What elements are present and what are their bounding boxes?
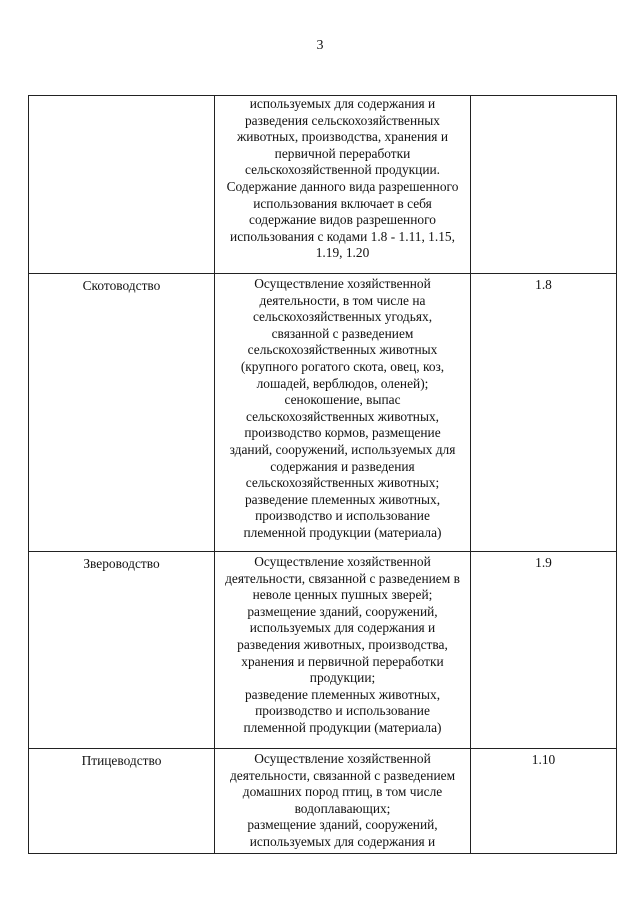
description-line: Осуществление хозяйственной [254, 276, 431, 291]
use-type-name-cell [29, 96, 215, 274]
description-line: Содержание данного вида разрешенного [226, 178, 459, 194]
table-row [29, 552, 617, 749]
description-line: производство и использование [255, 508, 430, 524]
description-line: сельскохозяйственной продукции. [244, 162, 441, 178]
description-line: использования с кодами 1.8 - 1.11, 1.15, [230, 228, 455, 244]
table-body [29, 96, 617, 854]
use-type-name-cell: Птицеводство [29, 749, 215, 854]
description-line: деятельности, связанной с разведением в [225, 570, 460, 586]
description-line: неволе ценных пушных зверей; [252, 587, 433, 603]
description-line: связанной с разведением [271, 325, 414, 341]
description-line: (крупного рогатого скота, овец, коз, [240, 358, 445, 374]
description-line: сельскохозяйственных животных [247, 342, 438, 358]
description-line: разведения сельскохозяйственных [244, 112, 440, 128]
description-line: производство кормов, размещение [244, 425, 441, 441]
description-line: производство и использование [255, 703, 430, 719]
description-line: используемых для содержания и [249, 96, 436, 111]
description-line: зданий, сооружений, используемых для [229, 441, 456, 457]
description-line: деятельности, связанной с разведением [229, 767, 456, 783]
description-line: продукции; [309, 670, 376, 686]
description-line: первичной переработки [274, 145, 411, 161]
description-line: сельскохозяйственных животных, [245, 408, 440, 424]
description-line: содержание видов разрешенного [249, 212, 436, 228]
description-line: используемых для содержания и [249, 620, 436, 636]
table-row [29, 96, 617, 274]
use-type-code-cell [471, 96, 617, 274]
description-line: хранения и первичной переработки [241, 653, 444, 669]
description-line: разведение племенных животных, [244, 491, 441, 507]
description-line: лошадей, верблюдов, оленей); [256, 375, 429, 391]
use-type-code-cell: 1.10 [471, 749, 617, 854]
description-line: Осуществление хозяйственной [254, 751, 431, 766]
use-type-code-cell: 1.9 [471, 552, 617, 749]
description-line: племенной продукции (материала) [243, 719, 442, 735]
description-line: разведения животных, производства, [237, 636, 448, 652]
use-type-name-cell: Скотоводство [29, 274, 215, 552]
description-line: использования включает в себя [253, 195, 432, 211]
page-number: 3 [316, 38, 324, 53]
description-line: деятельности, в том числе на [259, 292, 426, 308]
description-line: племенной продукции (материала) [243, 524, 442, 540]
description-line: разведение племенных животных, [244, 686, 441, 702]
table-row [29, 274, 617, 552]
description-line: сенокошение, выпас [284, 392, 401, 408]
description-line: домашних пород птиц, в том числе [242, 784, 443, 800]
description-line: 1.19, 1.20 [315, 245, 370, 261]
land-use-table [28, 95, 617, 854]
description-line: размещение зданий, сооружений, [247, 603, 438, 619]
description-line: сельскохозяйственных угодьях, [252, 309, 433, 325]
description-line: содержания и разведения [270, 458, 415, 474]
description-line: размещение зданий, сооружений, [247, 817, 438, 833]
use-type-description-cell [215, 96, 471, 274]
description-line: сельскохозяйственных животных; [245, 475, 440, 491]
use-type-description-cell [215, 552, 471, 749]
use-type-code-cell: 1.8 [471, 274, 617, 552]
description-line: животных, производства, хранения и [237, 129, 448, 145]
use-type-name-cell: Звероводство [29, 552, 215, 749]
table-row [29, 749, 617, 854]
use-type-description-cell [215, 274, 471, 552]
description-line: Осуществление хозяйственной [254, 554, 431, 569]
description-line: водоплавающих; [294, 800, 391, 816]
description-line: используемых для содержания и [249, 833, 436, 849]
use-type-description-cell [215, 749, 471, 854]
